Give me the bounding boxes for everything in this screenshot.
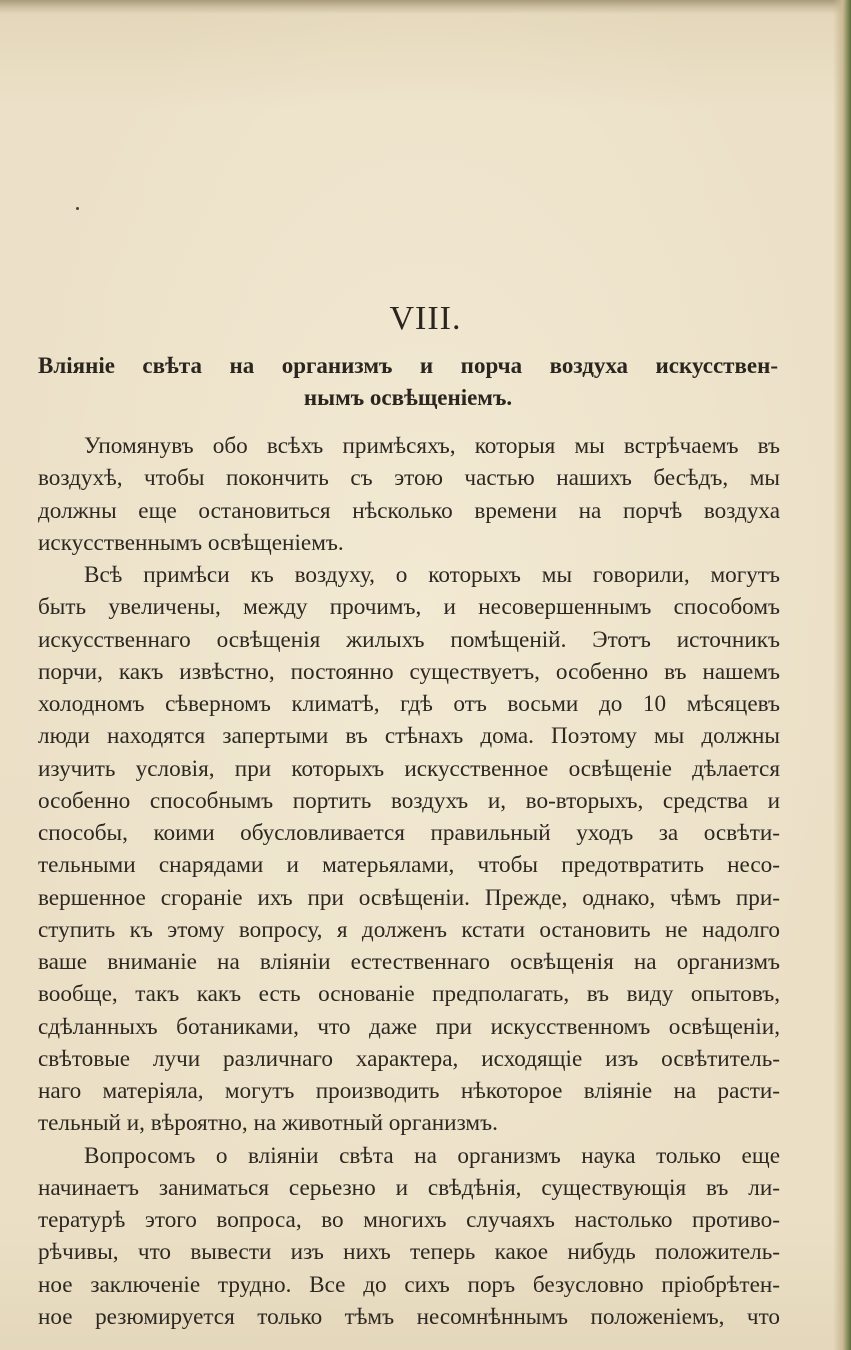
chapter-title [38, 350, 778, 414]
page-top-shadow [0, 0, 851, 14]
text-line: искусственнаго освѣщенія жилыхъ помѣщеній. Этотъ источникъ [38, 626, 780, 653]
text-line: быть увеличены, между прочимъ, и несовершеннымъ способомъ [38, 594, 780, 621]
text-line: способы, коими обусловливается правильный уходъ за освѣти- [38, 820, 780, 846]
chapter-title-line: Вліяніе свѣта на организмъ и порча воздуха искусствен- [38, 353, 778, 378]
text-line: Вопросомъ о вліяніи свѣта на организмъ наука только еще [84, 1142, 780, 1169]
body-text [38, 430, 780, 1333]
text-line: должны еще остановиться нѣсколько времени на порчѣ воздуха [38, 497, 780, 524]
text-line: рѣчивы, что вывести изъ нихъ теперь какое нибудь положитель- [38, 1239, 780, 1266]
text-line: изучить условія, при которыхъ искусственное освѣщеніе дѣлается [38, 755, 780, 782]
text-line: сдѣланныхъ ботаниками, что даже при искусственномъ освѣщеніи, [38, 1013, 780, 1040]
text-line: наго матеріяла, могутъ производить нѣкоторое вліяніе на расти- [38, 1078, 780, 1104]
text-line: холодномъ сѣверномъ климатѣ, гдѣ отъ восьми до 10 мѣсяцевъ [38, 691, 780, 717]
text-line: тельный и, вѣроятно, на животный организмъ. [38, 1110, 498, 1137]
text-line: особенно способнымъ портить воздухъ и, во-вторыхъ, средства и [38, 787, 780, 814]
paper-speck [76, 207, 79, 210]
text-line: искусственнымъ освѣщеніемъ. [38, 529, 344, 556]
text-line: ваше вниманіе на вліяніи естественнаго освѣщенія на организмъ [38, 949, 780, 975]
text-line: ступить къ этому вопросу, я долженъ кстати остановить не надолго [38, 916, 780, 943]
text-line: ное резюмируется только тѣмъ несомнѣннымъ положеніемъ, что [38, 1303, 780, 1330]
text-line: вершенное сгораніе ихъ при освѣщеніи. Прежде, однако, чѣмъ при- [38, 884, 780, 911]
text-line: люди находятся запертыми въ стѣнахъ дома. Поэтому мы должны [38, 723, 780, 750]
text-line: порчи, какъ извѣстно, постоянно существуетъ, особенно въ нашемъ [38, 658, 780, 685]
paragraph [38, 1140, 780, 1334]
paragraph [38, 430, 780, 559]
text-line: тературѣ этого вопроса, во многихъ случаяхъ настолько противо- [38, 1207, 780, 1233]
text-line: воздухѣ, чтобы покончить съ этою частью нашихъ бесѣдъ, мы [38, 465, 780, 492]
text-line: свѣтовые лучи различнаго характера, исходящіе изъ освѣтитель- [38, 1045, 780, 1072]
text-line: Всѣ примѣси къ воздуху, о которыхъ мы говорили, могутъ [84, 562, 780, 588]
text-line: вообще, такъ какъ есть основаніе предполагать, въ виду опытовъ, [38, 981, 780, 1008]
text-line: начинаетъ заниматься серьезно и свѣдѣнія, существующія въ ли- [38, 1174, 780, 1201]
text-line: тельными снарядами и матерьялами, чтобы предотвратить несо- [38, 852, 780, 879]
chapter-number: VIII. [389, 300, 462, 337]
page-right-edge [833, 0, 851, 1350]
paragraph [38, 559, 780, 1140]
chapter-title-line: нымъ освѣщеніемъ. [303, 385, 513, 410]
text-line: Упомянувъ обо всѣхъ примѣсяхъ, которыя мы встрѣчаемъ въ [84, 433, 780, 459]
text-line: ное заключеніе трудно. Все до сихъ поръ безусловно пріобрѣтен- [38, 1271, 780, 1298]
